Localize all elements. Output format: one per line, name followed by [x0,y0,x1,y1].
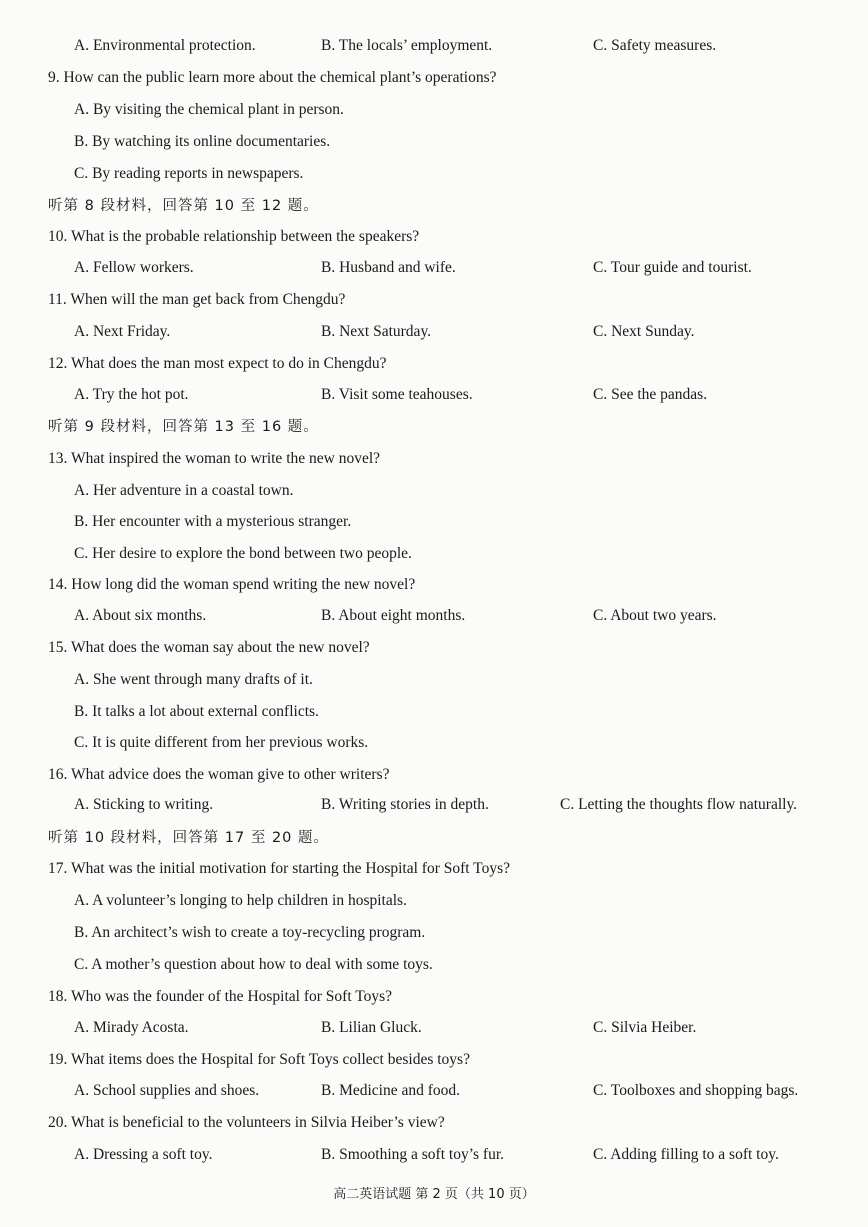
answer-option: C. Silvia Heiber. [593,1019,697,1036]
options-row [48,1142,848,1168]
answer-option: A. Sticking to writing. [74,796,214,813]
options-row [48,382,848,408]
answer-option: A. Environmental protection. [74,37,256,54]
section-instruction: 听第 10 段材料，回答第 17 至 20 题。 [48,830,330,846]
page-footer: 高二英语试题 第 2 页（共 10 页） [333,1187,535,1202]
options-row [48,1078,848,1104]
question-stem: 9. How can the public learn more about the chemical plant’s operations? [48,69,497,86]
answer-option: B. Next Saturday. [321,323,432,340]
options-row [48,603,848,629]
question-stem: 15. What does the woman say about the new novel? [48,639,370,656]
question-stem: 14. How long did the woman spend writing the new novel? [48,576,416,593]
question-stem: 19. What items does the Hospital for Soft Toys collect besides toys? [48,1051,470,1068]
question-stem: 10. What is the probable relationship between the speakers? [48,228,420,245]
options-row [48,33,848,59]
answer-option: C. Toolboxes and shopping bags. [593,1082,799,1099]
answer-option: B. Husband and wife. [321,259,456,276]
answer-option: B. It talks a lot about external conflicts. [74,703,319,720]
question-stem: 20. What is beneficial to the volunteers in Silvia Heiber’s view? [48,1114,445,1131]
answer-option: A. By visiting the chemical plant in person. [74,101,344,118]
answer-option: B. Visit some teahouses. [321,386,473,403]
answer-option: A. Next Friday. [74,323,171,340]
answer-option: B. The locals’ employment. [321,37,493,54]
section-instruction: 听第 8 段材料，回答第 10 至 12 题。 [48,198,319,214]
answer-option: A. Try the hot pot. [74,386,189,403]
answer-option: A. Fellow workers. [74,259,194,276]
options-row [48,1015,848,1041]
answer-option: C. Next Sunday. [593,323,695,340]
answer-option: A. Dressing a soft toy. [74,1146,213,1163]
answer-option: C. It is quite different from her previous works. [74,734,369,751]
answer-option: A. Her adventure in a coastal town. [74,482,294,499]
answer-option: C. Tour guide and tourist. [593,259,752,276]
answer-option: C. Safety measures. [593,37,717,54]
answer-option: C. Letting the thoughts flow naturally. [560,796,798,813]
options-row [48,255,848,281]
question-stem: 16. What advice does the woman give to other writers? [48,766,390,783]
answer-option: B. Lilian Gluck. [321,1019,422,1036]
answer-option: C. Adding filling to a soft toy. [593,1146,779,1163]
answer-option: B. By watching its online documentaries. [74,133,331,150]
answer-option: A. About six months. [74,607,207,624]
question-stem: 12. What does the man most expect to do in Chengdu? [48,355,387,372]
answer-option: A. School supplies and shoes. [74,1082,260,1099]
answer-option: B. Smoothing a soft toy’s fur. [321,1146,504,1163]
answer-option: A. Mirady Acosta. [74,1019,189,1036]
question-stem: 13. What inspired the woman to write the new novel? [48,450,381,467]
answer-option: A. A volunteer’s longing to help children in hospitals. [74,892,407,909]
answer-option: B. Her encounter with a mysterious stranger. [74,513,352,530]
answer-option: B. Medicine and food. [321,1082,461,1099]
answer-option: C. See the pandas. [593,386,708,403]
section-instruction: 听第 9 段材料，回答第 13 至 16 题。 [48,419,319,435]
answer-option: C. About two years. [593,607,717,624]
options-row [48,792,848,818]
answer-option: B. About eight months. [321,607,466,624]
answer-option: B. Writing stories in depth. [321,796,489,813]
question-stem: 17. What was the initial motivation for starting the Hospital for Soft Toys? [48,860,510,877]
answer-option: C. By reading reports in newspapers. [74,165,304,182]
answer-option: A. She went through many drafts of it. [74,671,313,688]
answer-option: C. Her desire to explore the bond between two people. [74,545,412,562]
question-stem: 18. Who was the founder of the Hospital for Soft Toys? [48,988,393,1005]
answer-option: C. A mother’s question about how to deal with some toys. [74,956,433,973]
options-row [48,319,848,345]
question-stem: 11. When will the man get back from Chengdu? [48,291,346,308]
answer-option: B. An architect’s wish to create a toy-recycling program. [74,924,426,941]
